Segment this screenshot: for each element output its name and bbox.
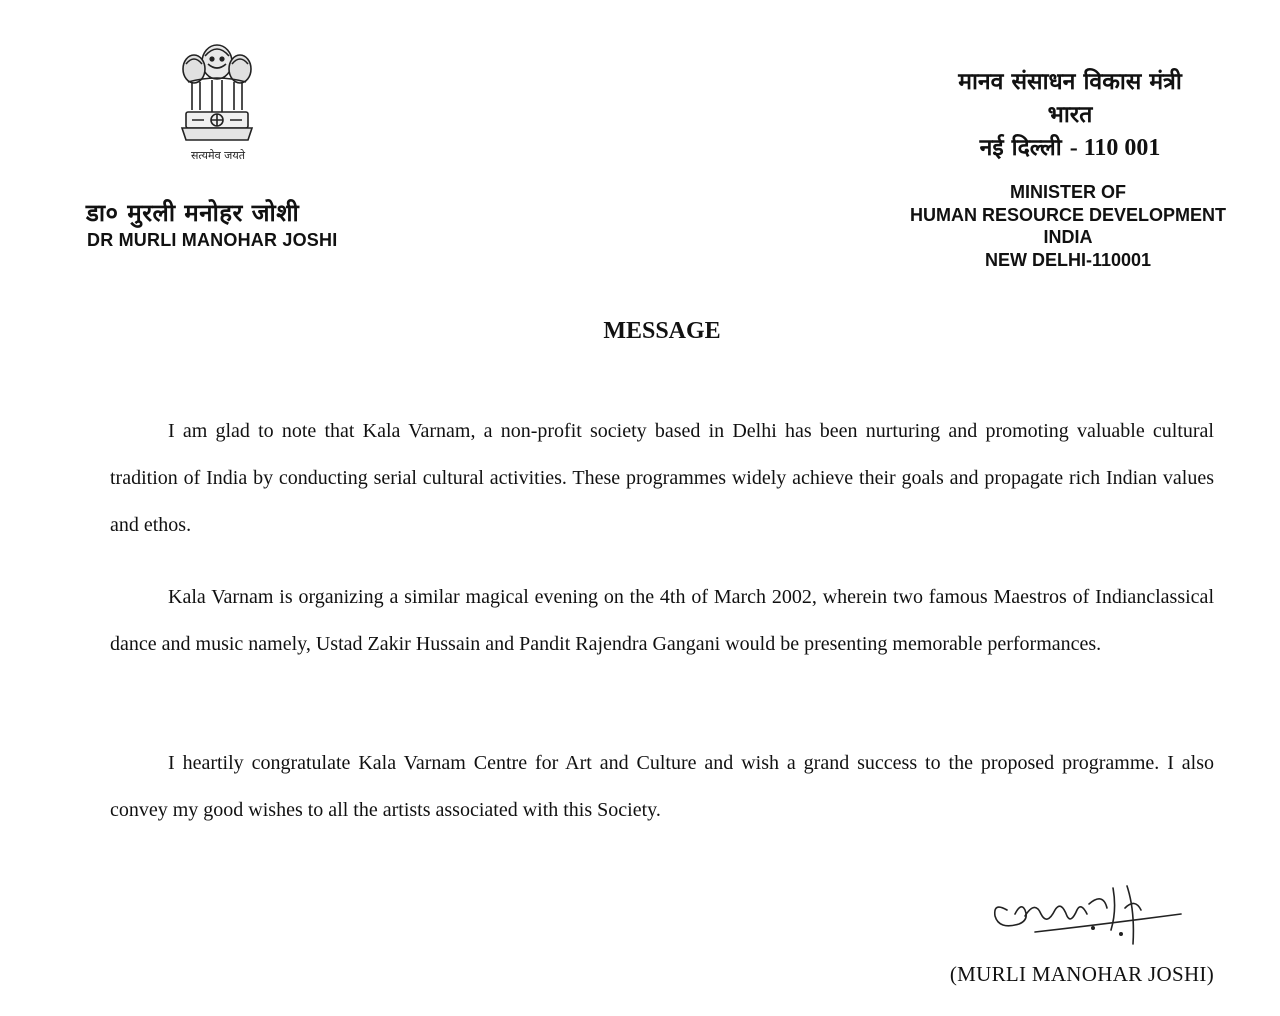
country-hindi: भारत (1047, 102, 1093, 128)
handwritten-signature (985, 880, 1185, 950)
message-paragraph: I am glad to note that Kala Varnam, a non-profit society based in Delhi has been nurturing and promoting valuable cultural tradition of India by conducting serial cultural activities. These programmes widely achieve their goals and propagate rich Indian values and ethos. (110, 420, 1214, 536)
minister-name-hindi: डा० मुरली मनोहर जोशी (86, 199, 300, 227)
ministry-title-line1: MINISTER OF (1010, 182, 1126, 202)
ministry-title-line2: HUMAN RESOURCE DEVELOPMENT (909, 204, 1227, 225)
country-english: INDIA (1043, 227, 1093, 247)
message-paragraph: Kala Varnam is organizing a similar magical evening on the 4th of March 2002, wherein two famous Maestros of Indianclassical dance and music namely, Ustad Zakir Hussain and Pandit Rajendra Gangani would be presenting memorable performances. (110, 586, 1214, 655)
city-pin-hindi (900, 132, 1240, 165)
signatory-name: (MURLI MANOHAR JOSHI) (949, 962, 1214, 986)
minister-name-english: DR MURLI MANOHAR JOSHI (87, 230, 338, 250)
message-paragraph: I heartily congratulate Kala Varnam Centre for Art and Culture and wish a grand success to the proposed programme. I also convey my good wishes to all the artists associated with this Society. (110, 752, 1214, 821)
city-hindi: नई दिल्ली (979, 135, 1062, 161)
emblem-motto: सत्यमेव जयते (190, 149, 245, 162)
city-english: NEW DELHI-110001 (984, 249, 1152, 270)
ministry-title-hindi: मानव संसाधन विकास मंत्री (958, 69, 1182, 95)
message-heading: MESSAGE (603, 318, 721, 344)
pin-code: - 110 001 (1069, 135, 1161, 161)
ministry-address-english (880, 181, 1256, 271)
national-emblem-icon (172, 36, 262, 148)
ministry-address-hindi (900, 66, 1240, 165)
